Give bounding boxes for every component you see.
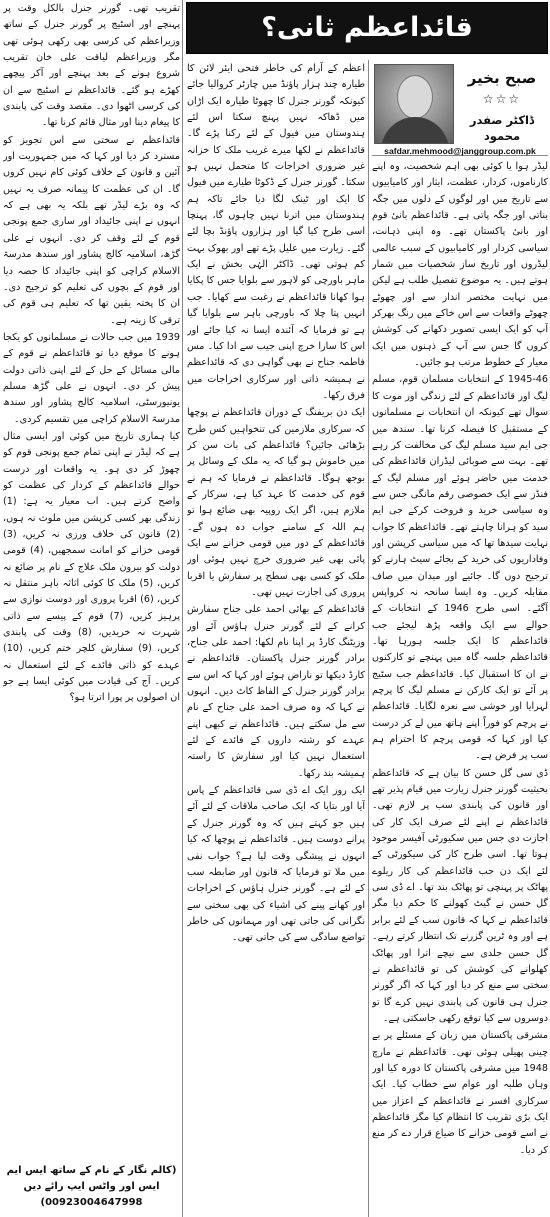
- reader-contact-note: (کالم نگار کے نام کے ساتھ ایس ایم ایس اور واٹس ایپ رائے دیں 00923004647998): [6, 1165, 177, 1208]
- paragraph: 1945-46 کے انتخابات مسلمان قوم، مسلم لیگ اور قائداعظم کے لئے زندگی اور موت کا سوال تھے کیونکہ ان انتخابات نے مسلمانوں کے مستقبل کا فیصلہ کرنا تھا۔ سندھ میں جی ایم سید مسلم لیگ کی مخالفت کر رہے تھے۔ بہت سے صوبائی لیڈران قائداعظم کی خدمت میں حاضر ہوئے اور مسلم لیگ کے فنڈز سے ایک خصوصی رقم مانگی جس سے وہ سیاسی خرید و فروخت کرکے جی ایم سید کو ہرانا چاہتے تھے۔ قائداعظم کا جواب نہایت سیدھا تھا کہ میں سیاسی کرپشن اور وفاداریوں کی خرید کے بجائے سیٹ ہارنے کو ترجیح دوں گا۔ جائیے اور میدان میں صاف مقابلہ کریں۔ وہ ایسا سانحہ نہ کرواپس آگئے۔ اسی طرح 1946 کے انتخابات کے حوالے سے ایک واقعہ پڑھ لیجئے جب قائداعظم کا ایک جلسہ ہورہا تھا۔ قائداعظم جلسہ گاہ میں پہنچے تو کارکنوں نے ان کا استقبال کیا۔ قائداعظم جب سٹیج پر آئے تو ایک کارکن نے مسلم لیگ کا پرچم لہرایا اور خوشی سے نعرہ لگایا۔ قائداعظم نے پرچم کو فوراً اپنے ہاتھ میں لے کر درست کیا اور کہا کہ قومی پرچم کا احترام ہم سب پر فرض ہے۔: [372, 374, 548, 762]
- byline-block: [372, 62, 548, 156]
- author-photo-shoulders: [381, 117, 449, 144]
- column-headline: قائداعظم ثانی؟: [261, 12, 473, 43]
- text-column-middle: [187, 60, 365, 1217]
- author-photo: [374, 64, 454, 144]
- paragraph: تقریب تھی۔ گورنر جنرل بالکل وقت پر پہنچے اور اسٹیج پر گورنر جنرل کے ساتھ وزیراعظم کی کرسی بھی رکھی ہوئی تھی مگر وزیراعظم لیاقت علی خان تقریب شروع ہونے کے بعد پہنچے اور آکر پیچھے کھڑے ہو گئے۔ قائداعظم نے اسٹیج سے ان کی کرسی اٹھوا دی۔ مقصد وقت کی پابندی کا پیغام دینا اور مثال قائم کرنا تھا۔: [3, 3, 180, 129]
- paragraph: قائداعظم کے بھائی احمد علی جناح سفارش کرانے کے لئے گورنر جنرل ہاؤس آئے اور وزیٹنگ کارڈ پر اپنا نام لکھا: احمد علی جناح، برادر گورنر جنرل پاکستان۔ قائداعظم نے کارڈ دیکھا تو ناراض ہوئے اور کہا کہ اس سے برادر گورنر جنرل کے الفاظ کاٹ دیں۔ انہوں نے کہا کہ وہ صرف احمد علی جناح کے نام سے مل سکتے ہیں۔ قائداعظم نے کبھی اپنے عہدے کو رشتہ داروں کے فائدے کے لئے استعمال نہیں کیا اور سفارش کا راستہ ہمیشہ بند رکھا۔: [187, 604, 365, 779]
- paragraph: ایک روز ایک اے ڈی سی قائداعظم کے پاس آیا اور بتایا کہ ایک صاحب ملاقات کے لئے آئے ہیں جو کہتے ہیں کہ وہ گورنر جنرل کے پرانے دوست ہیں۔ قائداعظم نے پوچھا کہ کیا انہوں نے پیشگی وقت لیا ہے؟ جواب نفی میں ملا تو فرمایا کہ قانون اور ضابطہ سب کے لئے ہے۔ گورنر جنرل ہاؤس کے اخراجات اور کھانے پینے کی اشیاء کی بھی سختی سے نگرانی کی جاتی تھی اور مہمانوں کی خاطر تواضع سادگی سے کی جاتی تھی۔: [187, 785, 365, 944]
- paragraph: اعظم کے آرام کی خاطر فتحی ایئر لائن کا طیارہ چند ہزار پاؤنڈ میں چارٹر کروالیا جائے کیونکہ گورنر جنرل کا چھوٹا طیارہ ایک اڑان میں ڈھاکہ نہیں پہنچ سکتا اس لئے ہندوستان میں فیول کے لئے رکنا پڑے گا۔ قائداعظم نے لکھا میرے غریب ملک کا خزانہ غیر ضروری اخراجات کا متحمل نہیں ہو سکتا۔ گورنر جنرل کے ڈکوٹا طیارے میں فیول کا ایک اور ٹینک لگا دیا جائے تاکہ ہم ہندوستان میں اترنا نہیں چاہوں گا، پہنچا اسی طرح کیا گیا اور ہزاروں پاؤنڈ بچا لئے گئے۔ زیارت میں علیل پڑے تھے اور بھوک بہت کم ہوتی تھی۔ ڈاکٹر الہٰی بخش نے ایک ماہر باورچی کو لاہور سے بلوایا جس کا پکایا ہوا کھانا قائداعظم نے رغبت سے کھایا۔ جب انہیں پتا چلا کہ باورچی باہر سے بلوایا گیا ہے تو فرمایا کہ آئندہ ایسا نہ کیا جائے اور اس کا سارا خرچ اپنی جیب سے ادا کیا۔ مس فاطمہ جناح نے بھی گواہی دی کہ قائداعظم نے ہمیشہ ذاتی اور سرکاری اخراجات میں فرق رکھا۔: [187, 63, 365, 401]
- paragraph: ڈی سی گل حسن کا بیان ہے کہ قائداعظم بحیثیت گورنر جنرل زیارت میں قیام پذیر تھے اور قانون کی پابندی سب پر لازم تھی۔ قائداعظم نے اپنے لئے صرف ایک کار کی اجازت دی جس میں سکیورٹی آفیسر موجود ہوتا تھا۔ اسی طرح کار کی سیکورٹی کے لئے ایک دن جب قائداعظم کی کار ریلوے پھاٹک پر پہنچی تو پھاٹک بند تھا۔ اے ڈی سی گل حسن نے گیٹ کھولنے کا حکم دیا مگر قائداعظم نے کہا کہ قانون سب کے لئے برابر ہے اور وہ ٹرین گزرنے تک انتظار کرتے رہے۔ گل حسن جلدی سے نیچے اترا اور پھاٹک کھلوانے کی کوشش کی تو قائداعظم نے سختی سے منع کر دیا اور کہا کہ اگر گورنر جنرل ہی قانون کی پابندی نہیں کرے گا تو دوسروں سے کیا توقع رکھی جاسکتی ہے۔: [372, 767, 548, 1024]
- author-email: safdar.mehmood@janggroup.com.pk: [384, 146, 536, 156]
- column-divider-right: [368, 60, 369, 1217]
- paragraph: کیا ہماری تاریخ میں کوئی اور ایسی مثال ہے کہ لیڈر نے اپنی تمام جمع پونجی قوم کو چھوڑ کر دی ہو۔ یہ واقعات اور درست حوالے قائداعظم کے کردار کی عظمت کو واضح کرتے ہیں۔ اب معیار یہ ہے: (1) زندگی بھر کسی کرپشن میں ملوث نہ ہوں، (2) قانون کی خلاف ورزی نہ کریں، (3) قومی خزانے کو امانت سمجھیں، (4) قومی دولت کو بیرون ملک علاج کے نام پر ضائع نہ کریں، (5) ملک کا کوئی اثاثہ باہر منتقل نہ کریں، (6) اقربا پروری اور دوست نوازی سے پرہیز کریں، (7) قوم کے پیسے سے ذاتی شہرت نہ خریدیں، (8) وقت کی پابندی کریں، (9) سفارش کلچر ختم کریں، (10) عہدے کو ذاتی فائدے کے لئے استعمال نہ کریں۔ آج کی قیادت میں کوئی ایسا ہے جو ان اصولوں پر پورا اترتا ہو؟: [3, 430, 180, 704]
- paragraph: ایک دن بریفنگ کے دوران قائداعظم نے پوچھا کہ سرکاری ملازمین کی تنخواہیں کس طرح بڑھائی جائیں؟ قائداعظم کی بات سن کر میں خاموش ہو گیا کہ یہ ملک کے وسائل پر بوجھ ہوگا۔ قائداعظم نے فرمایا کہ ہم نے قوم کی خدمت کا عہد کیا ہے، سرکار کے ملازم ہیں، اگر ایک روپیہ بھی ضائع ہوا تو ہم اللہ کے سامنے جواب دہ ہوں گے۔ قائداعظم کے دور میں قومی خزانے سے ایک پائی بھی غیر ضروری خرچ نہیں ہوئی اور ملک کو کسی بھی سطح پر سفارش یا اقربا پروری کی اجازت نہیں تھی۔: [187, 407, 365, 598]
- text-column-right: [372, 158, 548, 1217]
- author-photo-head: [397, 75, 433, 119]
- star-icons: ☆☆☆: [482, 92, 522, 106]
- paragraph: لیڈر ہوا یا کوئی بھی اہم شخصیت، وہ اپنے کارناموں، کردار، عظمت، ایثار اور کامیابیوں سے تاریخ میں اور لوگوں کے دلوں میں جگہ بناتی اور جگہ پاتی ہے۔ قائداعظم بانیٔ قوم اور بانیٔ پاکستان تھے۔ وہ اپنی ذہانت، سیاسی کردار اور کامیابیوں کے سبب عالمی لیڈروں اور تاریخ ساز شخصیات میں شمار ہوتے ہیں۔ یہ موضوع تفصیل طلب ہے لیکن میں نہایت مختصر انداز سے اور چھوٹے چھوٹے واقعات سے اس خاکے میں رنگ بھرکر آپ کو ایک ایسی تصویر دکھانے کی کوشش کروں گا جس سے آپ کے ذہنوں میں ایک معیار کے خطوط مرتب ہو جائیں۔: [372, 161, 548, 369]
- column-series-name: صبح بخیر: [467, 69, 537, 87]
- headline-banner: [186, 2, 548, 54]
- paragraph: قائداعظم نے سختی سے اس تجویز کو مسترد کر دیا اور کہا کہ میں جمہوریت اور آئین و قانون کے خلاف کوئی کام نہیں کروں گا۔ ان کی عظمت کا پیمانہ صرف یہ نہیں کہ وہ بڑے لیڈر تھے بلکہ یہ بھی ہے کہ انہوں نے اپنی جائیداد اور ساری جمع پونجی قوم کے لئے وقف کر دی۔ انہوں نے علی گڑھ، اسلامیہ کالج پشاور اور سندھ مدرسۃ الاسلام کراچی کو اپنی جائیداد کا حصہ دیا اور قوم کے بچوں کی تعلیم کو ترجیح دی۔ ان کا پختہ یقین تھا کہ تعلیم ہی قوم کی ترقی کا زینہ ہے۔: [3, 134, 180, 326]
- author-name: ڈاکٹر صفدر محمود: [469, 113, 535, 143]
- text-column-left: [3, 0, 180, 1161]
- column-divider-left: [182, 0, 183, 1217]
- paragraph: مشرقی پاکستان میں زبان کے مسئلے پر بے چینی پھیلی ہوئی تھی۔ قائداعظم نے مارچ 1948 میں مشرقی پاکستان کا دورہ کیا اور وہاں طلبہ اور عوام سے خطاب کیا۔ ایک سرکاری افسر نے قائداعظم کے اعزاز میں ایک بڑی تقریب کا انتظام کیا مگر قائداعظم نے اسے قومی خزانے کا ضیاع قرار دے کر منع کر دیا۔: [372, 1030, 548, 1156]
- paragraph: 1939 میں جب حالات نے مسلمانوں کو یکجا ہونے کا موقع دیا تو قائداعظم نے قوم کے مالی مسائل کے حل کے لئے اپنی ذاتی دولت پیش کر دی۔ انہوں نے علی گڑھ مسلم یونیورسٹی، اسلامیہ کالج پشاور اور سندھ مدرسۃ الاسلام کراچی میں تقسیم کردی۔: [3, 331, 180, 425]
